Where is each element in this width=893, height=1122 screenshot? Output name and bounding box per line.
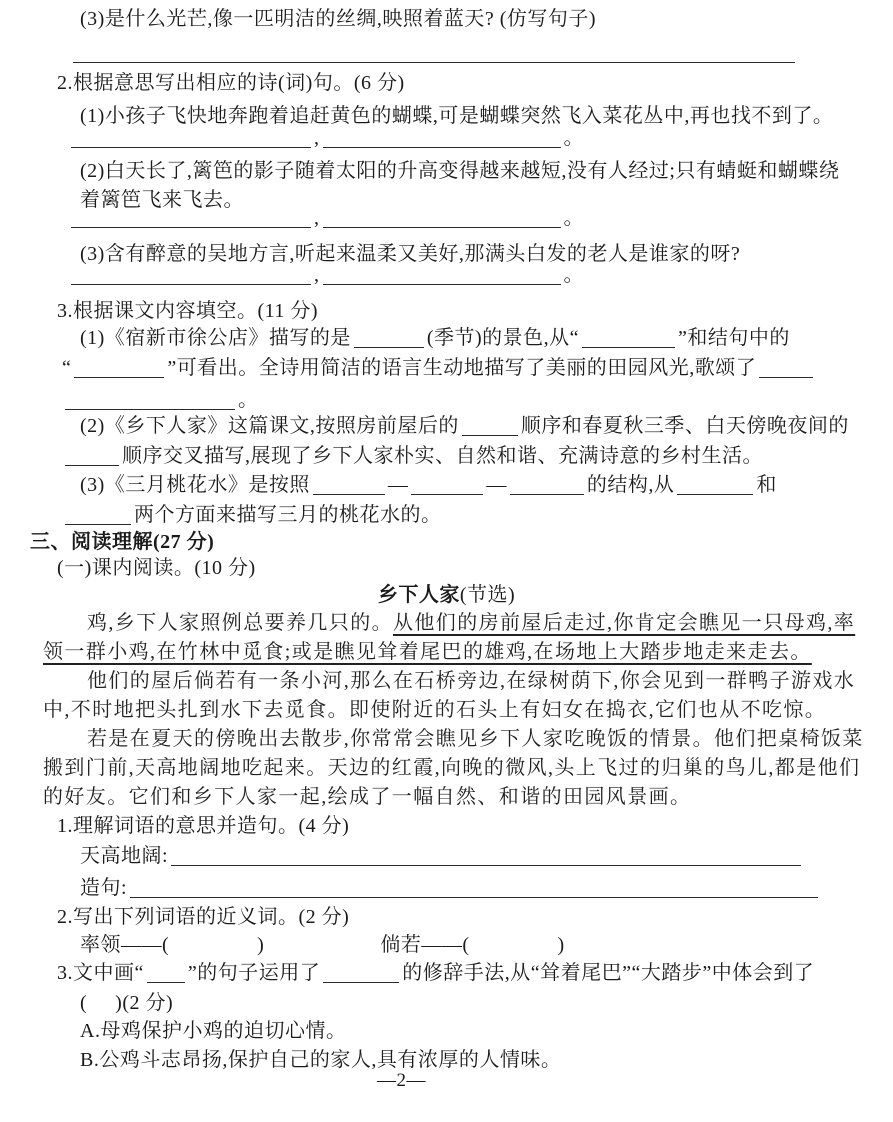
passage-para3-line2 (43, 753, 860, 783)
text-run: 两个方面来描写三月的桃花水的。 (134, 504, 442, 526)
q2-sub2-answer-line (68, 203, 584, 233)
answer-blank (582, 328, 675, 348)
passage-para3-line3 (43, 782, 691, 812)
text-run: 2.写出下列词语的近义词。(2 分) (57, 906, 350, 928)
q3-sub2-line2 (62, 441, 763, 471)
text-run: , (314, 127, 320, 149)
text-run: , (314, 207, 320, 229)
answer-blank (65, 505, 131, 525)
answer-blank (71, 208, 311, 228)
page-number (377, 1066, 426, 1096)
text-run: (3)含有醉意的吴地方言,听起来温柔又美好,那满头白发的老人是谁家的呀? (80, 243, 741, 265)
answer-blank (65, 390, 235, 410)
answer-blank (71, 265, 311, 285)
answer-blank (510, 475, 584, 495)
text-run: 顺序和春夏秋三季、白天傍晚夜间的 (520, 415, 849, 437)
text-run: 。 (563, 264, 584, 286)
answer-blank (677, 475, 753, 495)
reading-q3-line2 (80, 988, 173, 1018)
reading-q3-line1 (57, 958, 814, 988)
answer-blank (171, 846, 801, 866)
q2-sub1-answer-line (68, 123, 584, 153)
reading-q1-word-line (80, 841, 804, 871)
q2-sub3-answer-line (68, 260, 584, 290)
text-run: 3.根据课文内容填空。(11 分) (57, 300, 319, 322)
text-run: ( (80, 992, 88, 1014)
text-run: (1)小孩子飞快地奔跑着追赶黄色的蝴蝶,可是蝴蝶突然飞入菜花丛中,再也找不到了。 (80, 105, 834, 127)
reading-q2-answer-line (80, 930, 565, 960)
q1-sub3-prompt (80, 4, 596, 34)
text-run: 率领——( (80, 934, 170, 956)
text-run: 。 (563, 127, 584, 149)
text-run: 的结构,从 (586, 474, 675, 496)
text-run: 顺序交叉描写,展现了乡下人家朴实、自然和谐、充满诗意的乡村生活。 (122, 445, 763, 467)
answer-blank (323, 128, 561, 148)
reading-q3-option-b (80, 1045, 561, 1075)
text-run: ) (557, 934, 565, 956)
answer-blank (411, 475, 483, 495)
spacer (169, 950, 257, 951)
text-run: — (387, 474, 409, 496)
q3-sub3-line1 (80, 470, 777, 500)
answer-blank (323, 963, 399, 983)
q3-heading (57, 296, 318, 326)
text-run: B.公鸡斗志昂扬,保护自己的家人,具有浓厚的人情味。 (80, 1049, 562, 1071)
answer-blank (130, 878, 818, 898)
text-run: (节选) (459, 584, 516, 606)
text-run: 着篱笆飞来飞去。 (80, 189, 244, 211)
text-run: 中,不时地把头扎到水下去觅食。即使附近的石头上有妇女在捣衣,它们也从不吃惊。 (43, 699, 827, 721)
reading-q1-heading (57, 811, 349, 841)
text-run: 天高地阔: (80, 845, 169, 867)
q3-sub1-line1 (80, 323, 790, 353)
reading-q3-option-a (80, 1016, 346, 1046)
text-run: (2)《乡下人家》这篇课文,按照房前屋后的 (80, 415, 459, 437)
underlined-text-run: 领一群小鸡,在竹林中觅食;或是瞧见耸着尾巴的雄鸡,在场地上大踏步地走来走去。 (43, 641, 812, 663)
text-run: A.母鸡保护小鸡的迫切心情。 (80, 1020, 347, 1042)
text-run: 和 (756, 474, 777, 496)
text-run: (一)课内阅读。(10 分) (57, 557, 256, 579)
text-run: 倘若——( (380, 934, 470, 956)
text-run: (季节)的景色,从“ (426, 327, 580, 349)
text-run: 的修辞手法,从“耸着尾巴”“大踏步”中体会到了 (402, 962, 815, 984)
text-run: 3.文中画“ (57, 962, 144, 984)
text-run: 搬到门前,天高地阔地吃起来。天边的红霞,向晚的微风,头上飞过的归巢的鸟儿,都是他们 (43, 757, 861, 779)
text-run: 。 (563, 207, 584, 229)
answer-blank (323, 208, 561, 228)
spacer (470, 950, 558, 951)
text-run: 1.理解词语的意思并造句。(4 分) (57, 815, 350, 837)
text-run: (3)是什么光芒,像一匹明洁的丝绸,映照着蓝天? (仿写句子) (80, 8, 597, 30)
text-run: 2.根据意思写出相应的诗(词)句。(6 分) (57, 72, 405, 94)
q1-sub3-answer-line (70, 38, 798, 68)
text-run: )(2 分) (115, 992, 174, 1014)
reading-q2-heading (57, 902, 349, 932)
text-run: 。 (238, 389, 259, 411)
text-run: 的好友。它们和乡下人家一起,绘成了一幅自然、和谐的田园风景画。 (43, 786, 692, 808)
text-run: 造句: (80, 877, 128, 899)
passage-para1-line2 (43, 637, 812, 667)
underlined-text-run: 从他们的房前屋后走过,你肯定会瞧见一只母鸡,率 (393, 612, 856, 634)
q3-sub3-line2 (62, 500, 442, 530)
text-run: , (314, 264, 320, 286)
q3-sub1-line2 (62, 353, 816, 383)
passage-title (0, 580, 893, 610)
text-run: (1)《宿新市徐公店》描写的是 (80, 327, 351, 349)
text-run: ”的句子运用了 (187, 962, 321, 984)
passage-para2-line2 (43, 695, 826, 725)
text-run: 鸡,乡下人家照例总要养几只的。 (87, 612, 393, 634)
text-run: ) (257, 934, 265, 956)
answer-blank (313, 475, 385, 495)
answer-blank (71, 128, 311, 148)
answer-blank (65, 446, 119, 466)
text-run: 若是在夏天的傍晚出去散步,你常常会瞧见乡下人家吃晚饭的情景。他们把桌椅饭菜 (87, 728, 864, 750)
answer-blank (74, 358, 164, 378)
answer-blank (323, 265, 561, 285)
answer-blank (147, 963, 185, 983)
text-run: 三、阅读理解(27 分) (30, 531, 215, 553)
text-run: ”和结句中的 (678, 327, 790, 349)
text-run: 乡下人家 (377, 584, 460, 606)
passage-para3-line1 (87, 724, 864, 754)
passage-para2-line1 (87, 666, 855, 696)
text-run: 他们的屋后倘若有一条小河,那么在石桥旁边,在绿树荫下,你会见到一群鸭子游戏水 (87, 670, 856, 692)
text-run: “ (62, 357, 72, 379)
q2-sub2-prompt-line1 (80, 156, 839, 186)
text-run: — (486, 474, 507, 496)
spacer (87, 1008, 115, 1009)
answer-blank (759, 358, 813, 378)
q3-sub2-line1 (80, 411, 849, 441)
reading-q1-sentence-line (80, 873, 821, 903)
answer-blank (354, 328, 424, 348)
reading-part1-heading (57, 553, 256, 583)
q2-heading (57, 68, 405, 98)
answer-blank (73, 43, 795, 63)
passage-para1-line1 (87, 608, 855, 638)
answer-blank (462, 416, 518, 436)
text-run: ”可看出。全诗用简洁的语言生动地描写了美丽的田园风光,歌颂了 (167, 357, 757, 379)
text-run: —2— (377, 1070, 426, 1091)
text-run: (3)《三月桃花水》是按照 (80, 474, 310, 496)
text-run: (2)白天长了,篱笆的影子随着太阳的升高变得越来越短,没有人经过;只有蜻蜓和蝴蝶绕 (80, 160, 840, 182)
spacer (264, 950, 380, 951)
